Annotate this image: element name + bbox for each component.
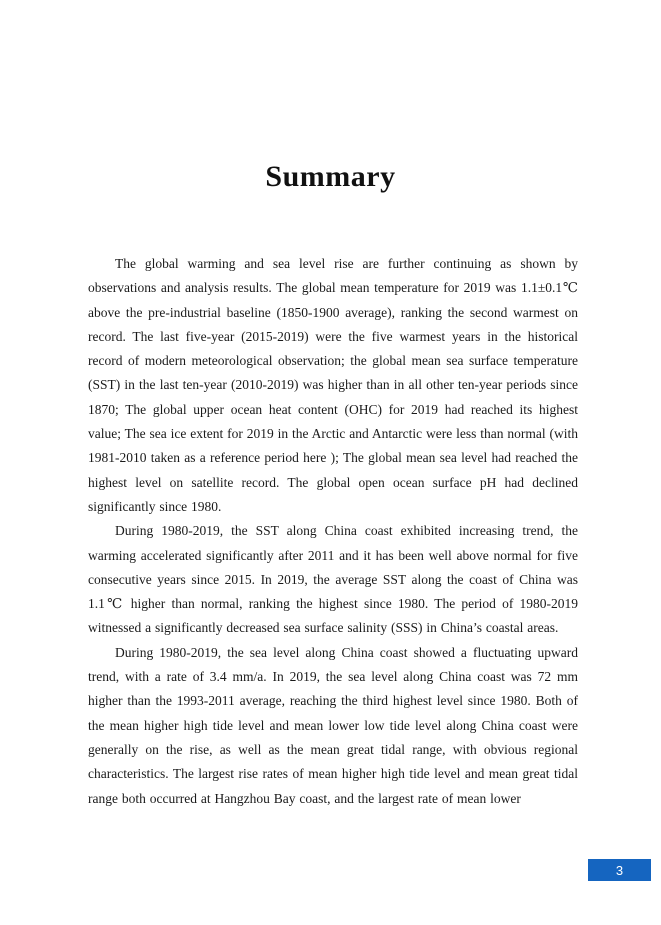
summary-paragraph-1: The global warming and sea level rise are further continuing as shown by observations and analysis results. The global mean temperature for 2019 was 1.1±0.1℃ above the pre-industrial baseline (1850-1900 average), ranking the second warmest on record. The last five-year (2015-2019) were the five warmest years in the historical record of modern meteorological observation; the global mean sea surface temperature (SST) in the last ten-year (2010-2019) was higher than in all other ten-year periods since 1870; The global upper ocean heat content (OHC) for 2019 had reached its highest value; The sea ice extent for 2019 in the Arctic and Antarctic were less than normal (with 1981-2010 taken as a reference period here ); The global mean sea level had reached the highest level on satellite record. The global open ocean surface pH had declined significantly since 1980.	[88, 256, 578, 514]
summary-paragraph-2: During 1980-2019, the SST along China coast exhibited increasing trend, the warming accelerated significantly after 2011 and it has been well above normal for five consecutive years since 2015. In 2019, the average SST along the coast of China was 1.1℃ higher than normal, ranking the highest since 1980. The period of 1980-2019 witnessed a significantly decreased sea surface salinity (SSS) in China’s coastal areas.	[88, 523, 578, 636]
page-number-badge	[588, 859, 651, 881]
document-body	[0, 252, 661, 811]
page-number: 3	[615, 862, 624, 878]
summary-paragraph-3: During 1980-2019, the sea level along China coast showed a fluctuating upward trend, with a rate of 3.4 mm/a. In 2019, the sea level along China coast was 72 mm higher than the 1993-2011 average, reaching the third highest level since 1980. Both of the mean higher high tide level and mean lower low tide level along China coast were generally on the rise, as well as the mean great tidal range, with obvious regional characteristics. The largest rise rates of mean higher high tide level and mean great tidal range both occurred at Hangzhou Bay coast, and the largest rate of mean lower	[88, 644, 578, 806]
page-title: Summary	[265, 160, 396, 193]
